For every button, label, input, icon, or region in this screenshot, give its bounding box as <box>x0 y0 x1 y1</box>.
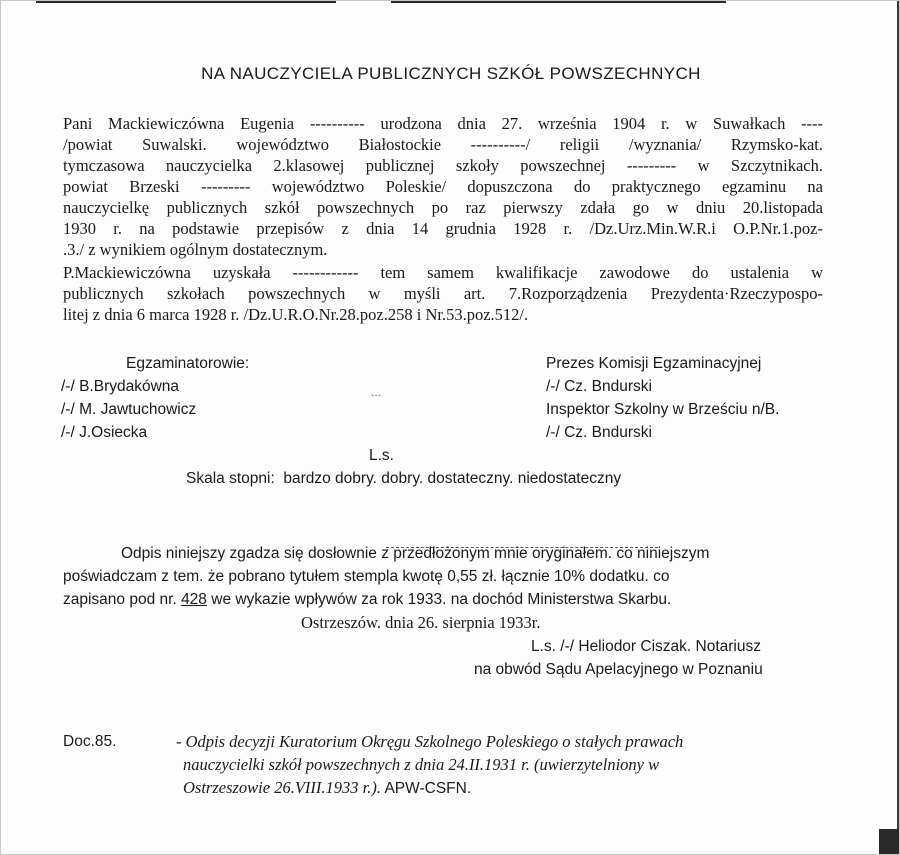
body-line: /powiat Suwalski. województwo Białostockie ----------/ religii /wyznania/ Rzymsko-kat. <box>63 135 823 154</box>
footnote-line <box>183 778 471 799</box>
body-line: powiat Brzeski --------- województwo Poleskie/ dopuszczona do praktycznego egzaminu na <box>63 177 823 196</box>
grading-scale: Skala stopni: bardzo dobry. dobry. dostateczny. niedostateczny <box>186 470 622 487</box>
body-line: P.Mackiewiczówna uzyskała ------------ tem samem kwalifikacje zawodowe do ustalenia w <box>63 263 823 282</box>
commission-line: Prezes Komisji Egzaminacyjnej <box>546 355 762 372</box>
body-line: Pani Mackiewiczówna Eugenia ---------- urodzona dnia 27. września 1904 r. w Suwałkach ---- <box>63 114 823 133</box>
body-line: publicznych szkołach powszechnych w myśli art. 7.Rozporządzenia Prezydenta·Rzeczypospo- <box>63 284 823 303</box>
place-date: Ostrzeszów. dnia 26. sierpnia 1933r. <box>301 613 541 632</box>
commission-line: /-/ Cz. Bndurski <box>546 378 652 395</box>
document-title: NA NAUCZYCIELA PUBLICZNYCH SZKÓŁ POWSZECHNYCH <box>201 64 701 83</box>
notary-signature: L.s. /-/ Heliodor Ciszak. Notariusz <box>531 638 761 655</box>
footnote-line: nauczycielki szkół powszechnych z dnia 24.II.1931 r. (uwierzytelniony w <box>183 755 660 774</box>
examiner-name: /-/ J.Osiecka <box>61 424 148 441</box>
body-line: 1930 r. na podstawie przepisów z dnia 14 grudnia 1928 r. /Dz.Urz.Min.W.R.i O.P.Nr.1.poz- <box>63 219 823 238</box>
notary-line: poświadczam z tem. że pobrano tytułem stempla kwotę 0,55 zł. łącznie 10% dodatku. co <box>63 568 670 585</box>
footnote-text: Ostrzeszowie 26.VIII.1933 r.). <box>183 778 381 797</box>
footnote-line: - Odpis decyzji Kuratorium Okręgu Szkolnego Poleskiego o stałych prawach <box>176 732 684 751</box>
register-number: 428 <box>181 591 207 608</box>
archive-ref: APW-CSFN. <box>381 780 472 797</box>
examiner-name: /-/ M. Jawtuchowicz <box>61 401 197 418</box>
body-line: nauczycielkę publicznych szkół powszechnych po raz pierwszy zdała go w dniu 20.listopada <box>63 198 823 217</box>
scan-corner <box>879 829 900 855</box>
scan-edge-top-left <box>36 1 336 3</box>
notary-line: Odpis niniejszy zgadza się dosłownie z przedłożonym mnie oryginałem. co niniejszym <box>121 545 710 562</box>
doc-label: Doc.85. <box>63 733 117 750</box>
examiners-heading: Egzaminatorowie: <box>126 355 250 372</box>
body-line: tymczasowa nauczycielka 2.klasowej publicznej szkoły powszechnej --------- w Szczytnikach. <box>63 156 823 175</box>
examiner-name: /-/ B.Brydakówna <box>61 378 180 395</box>
locus-sigilli: L.s. <box>369 447 394 464</box>
body-line: litej z dnia 6 marca 1928 r. /Dz.U.R.O.Nr.28.poz.258 i Nr.53.poz.512/. <box>63 305 529 324</box>
court-district: na obwód Sądu Apelacyjnego w Poznaniu <box>474 661 763 678</box>
commission-line: Inspektor Szkolny w Brześciu n/B. <box>546 401 780 418</box>
scan-edge-top-right <box>391 1 726 3</box>
notary-line <box>63 590 671 610</box>
body-line: .3./ z wynikiem ogólnym dostatecznym. <box>63 240 328 259</box>
seal-mark: ... <box>371 385 382 399</box>
notary-text: zapisano pod nr. <box>63 591 182 608</box>
notary-text: we wykazie wpływów za rok 1933. na dochód Ministerstwa Skarbu. <box>206 591 672 608</box>
commission-line: /-/ Cz. Bndurski <box>546 424 652 441</box>
